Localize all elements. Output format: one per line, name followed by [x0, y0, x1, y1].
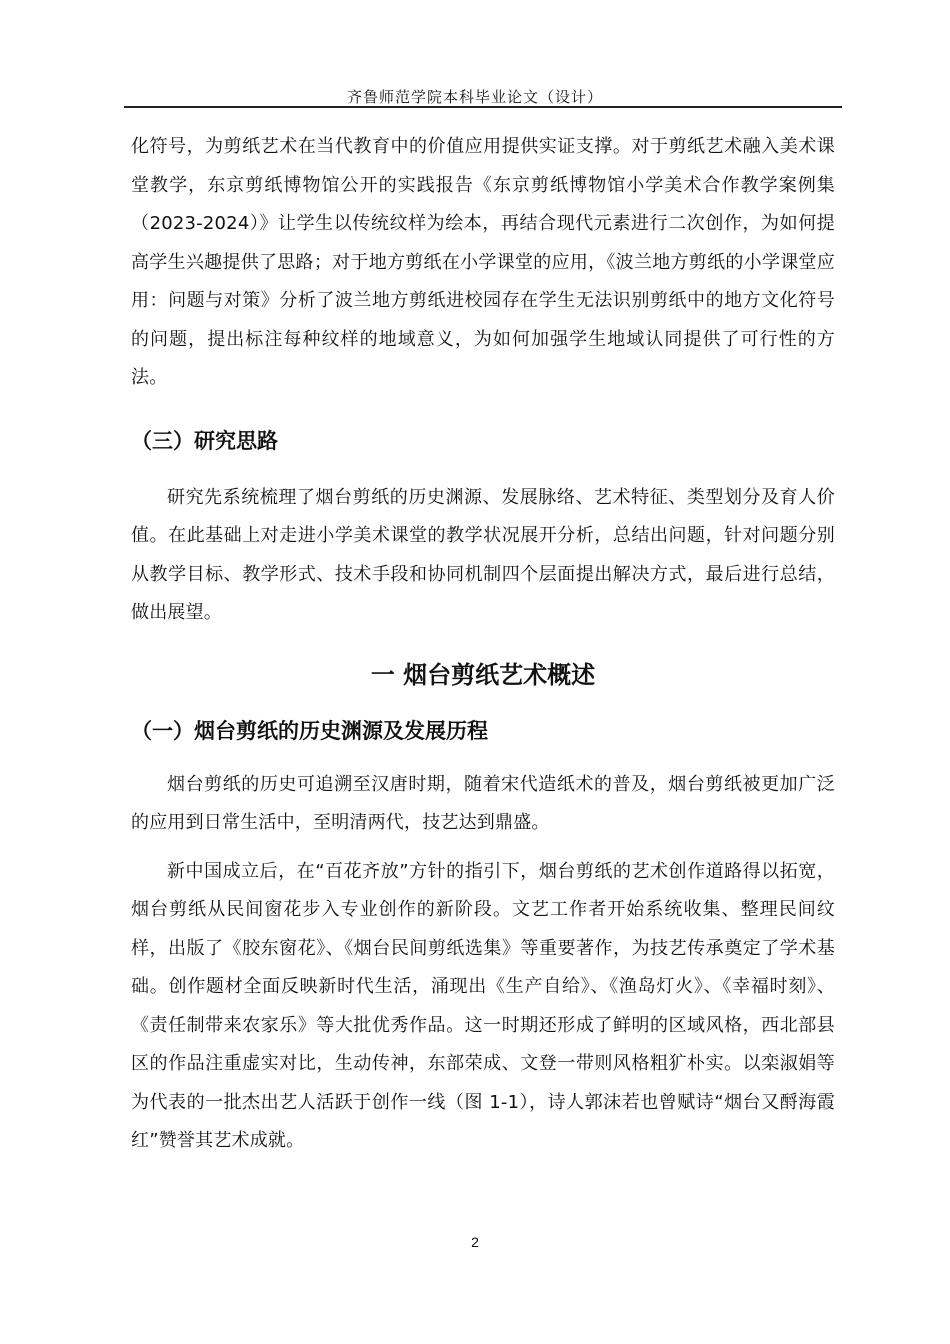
paragraph-history-origin: 烟台剪纸的历史可追溯至汉唐时期，随着宋代造纸术的普及，烟台剪纸被更加广泛的应用到日常生活中，至明清两代，技艺达到鼎盛。: [131, 773, 835, 833]
paragraph-literature-review-end: 化符号，为剪纸艺术在当代教育中的价值应用提供实证支撑。对于剪纸艺术融入美术课堂教学，东京剪纸博物馆公开的实践报告《东京剪纸博物馆小学美术合作教学案例集（2023-2024）》让学生以传统纹样为绘本，再结合现代元素进行二次创作，为如何提高学生兴趣提供了思路；对于地方剪纸在小学课堂的应用，《波兰地方剪纸的小学课堂应用：问题与对策》分析了波兰地方剪纸进校园存在学生无法识别剪纸中的地方文化符号的问题，提出标注每种纹样的地域意义，为如何加强学生地域认同提供了可行性的方法。: [131, 136, 835, 388]
paragraph-research-approach: 研究先系统梳理了烟台剪纸的历史渊源、发展脉络、艺术特征、类型划分及育人价值。在此基础上对走进小学美术课堂的教学状况展开分析，总结出问题，针对问题分别从教学目标、教学形式、技术手段和协同机制四个层面提出解决方式，最后进行总结，做出展望。: [131, 486, 835, 623]
chapter-heading: 一 烟台剪纸艺术概述: [370, 660, 596, 689]
running-header-title: 齐鲁师范学院本科毕业论文（设计）: [346, 88, 603, 106]
section-heading-research-approach: （三）研究思路: [131, 428, 278, 453]
page-content: [131, 128, 835, 1161]
page-number: 2: [471, 1234, 479, 1250]
paragraph-history-modern: 新中国成立后，在“百花齐放”方针的指引下，烟台剪纸的艺术创作道路得以拓宽，烟台剪纸从民间窗花步入专业创作的新阶段。文艺工作者开始系统收集、整理民间纹样，出版了《胶东窗花》、《烟台民间剪纸选集》等重要著作，为技艺传承奠定了学术基础。创作题材全面反映新时代生活，涌现出《生产自给》、《渔岛灯火》、《幸福时刻》、《责任制带来农家乐》等大批优秀作品。这一时期还形成了鲜明的区域风格，西北部县区的作品注重虚实对比，生动传神，东部荣成、文登一带则风格粗犷朴实。以栾淑娟等为代表的一批杰出艺人活跃于创作一线（图 1-1），诗人郭沫若也曾赋诗“烟台又酹海霞红”赞誉其艺术成就。: [131, 860, 835, 1151]
section-heading-history: （一）烟台剪纸的历史渊源及发展历程: [131, 718, 488, 743]
header-divider: [124, 106, 842, 108]
